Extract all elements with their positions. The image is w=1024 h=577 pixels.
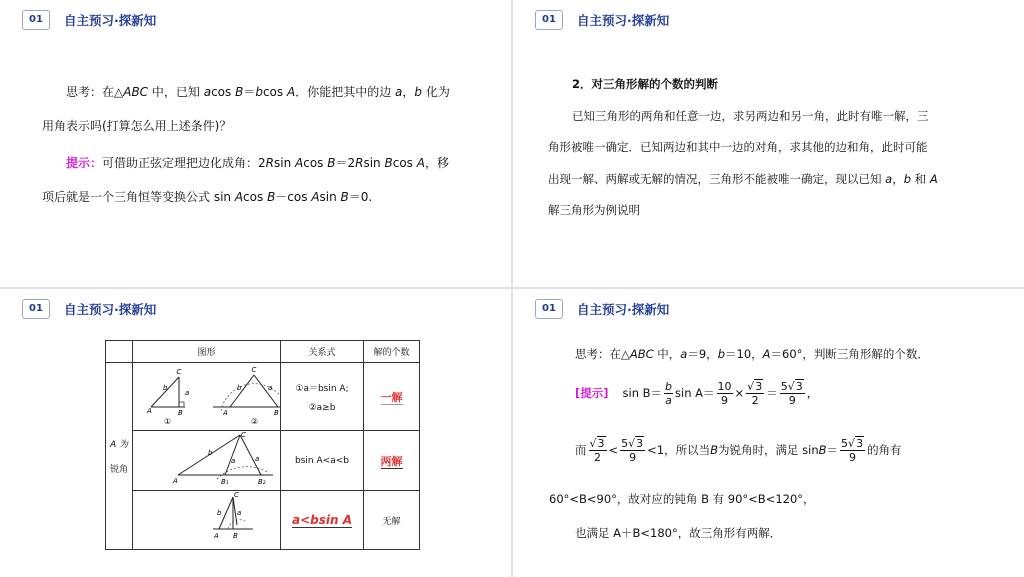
svg-text:②: ② [251,417,259,426]
figure-one-solution [133,363,281,431]
section-title: 自主预习·探新知 [577,302,670,317]
count-one-solution: 一解 [364,363,420,431]
conclusion-line: 也满足 A＋B<180°，故三角形有两解． [575,526,782,540]
count-no-solution: 无解 [364,491,420,550]
th-relation: 关系式 [281,341,364,363]
section-header [22,10,156,30]
relation-no-solution: a<bsin A [281,491,364,550]
section-title: 自主预习·探新知 [64,13,157,28]
slide-panel-4 [513,289,1024,577]
section-header [22,299,156,319]
section-header [535,299,669,319]
hint-line-2: 项后就是一个三角恒等变换公式 sin Acos B－cos Asin B＝0. [42,190,373,204]
figure-two-solutions [133,431,281,491]
th-count: 解的个数 [364,341,420,363]
figure-no-solution [133,491,281,550]
reasoning-line: 而 $\frac{√3}{2}$ < $\frac{5√3}{9}$ <1，所以当 B 为锐角时，满足 sin B ＝ $\frac{5√3}{9}$ 的角有 [575,436,902,464]
svg-text:C: C [176,368,182,376]
para-line-2: 角形被唯一确定．已知两边和其中一边的对角，求其他的边和角，此时可能 [548,140,928,154]
section-badge: 01 [22,10,50,30]
svg-text:①: ① [164,417,172,426]
svg-text:A: A [214,532,219,540]
svg-text:a: a [231,457,236,465]
svg-text:a: a [268,384,273,392]
slide-panel-1 [0,0,511,287]
relation-two-solutions: bsin A<a<b [281,431,364,491]
svg-text:b: b [163,384,168,392]
svg-text:a: a [255,455,260,463]
para-line-4: 解三角形为例说明 [548,203,640,217]
svg-text:b: b [237,384,242,392]
slide-panel-2 [513,0,1024,287]
think-line-2: 用角表示吗(打算怎么用上述条件)？ [42,119,232,133]
count-two-solutions: 两解 [364,431,420,491]
svg-text:B: B [233,532,238,540]
example-question: 思考：在△ABC 中，a＝9，b＝10，A＝60°，判断三角形解的个数． [575,347,929,361]
svg-text:B: B [274,409,279,417]
svg-text:b: b [208,449,213,457]
svg-text:C: C [234,491,239,499]
svg-text:A: A [147,407,152,415]
think-line-1: 思考：在△ABC 中，已知 acos B＝bcos A．你能把其中的边 a，b 化为 [66,85,450,99]
svg-text:A: A [173,477,178,485]
th-figure: 图形 [133,341,281,363]
svg-text:C: C [251,366,257,374]
svg-text:B₁: B₁ [221,478,229,486]
subsection-heading: 2．对三角形解的个数的判断 [572,77,719,91]
section-badge: 01 [22,299,50,319]
section-badge: 01 [535,299,563,319]
para-line-3: 出现一解、两解或无解的情况，三角形不能被唯一确定，现以已知 a，b 和 A [548,172,938,186]
section-badge: 01 [535,10,563,30]
angle-range-line: 60°<B<90°，故对应的钝角 B 有 90°<B<120°， [549,492,815,506]
svg-text:a: a [237,509,242,517]
section-header [535,10,669,30]
section-title: 自主预习·探新知 [64,302,157,317]
svg-text:a: a [185,389,190,397]
slide-panel-3 [0,289,511,577]
section-title: 自主预习·探新知 [577,13,670,28]
relation-one-solution: ①a＝bsin A; ②a≥b [281,363,364,431]
para-line-1: 已知三角形的两角和任意一边，求另两边和另一角，此时有唯一解，三 [572,109,929,123]
row-label: A 为 锐角 [106,363,133,550]
svg-text:B₂: B₂ [258,478,266,486]
svg-text:B: B [178,409,183,417]
svg-text:A: A [223,409,228,417]
svg-text:C: C [241,431,246,439]
svg-text:b: b [217,509,222,517]
hint-line-1: 提示：可借助正弦定理把边化成角：2Rsin Acos B＝2Rsin Bcos A，移 [66,156,449,170]
hint-formula-line: [提示] sin B＝ $\frac{b}{a}$ sin A＝ $\frac{10}{9}$ × $\frac{√3}{2}$ ＝ $\frac{5√3}{9}$ ， [575,379,819,407]
solution-count-table [105,340,420,550]
